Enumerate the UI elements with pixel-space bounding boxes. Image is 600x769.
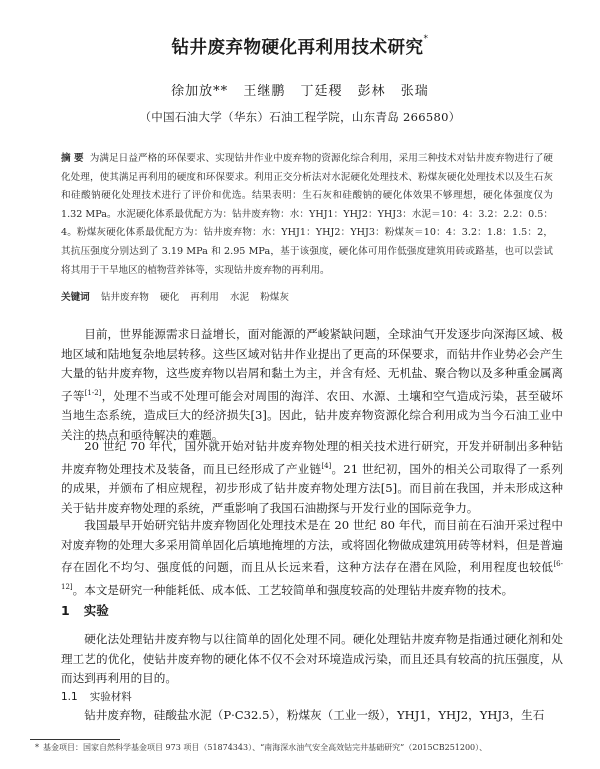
author: 丁廷稷 <box>300 84 343 99</box>
title-text: 钻井废弃物硬化再利用技术研究 <box>171 38 424 58</box>
paper-title <box>0 34 600 59</box>
author-list <box>0 80 600 99</box>
keyword: 钻井废弃物 <box>100 292 149 303</box>
subsection-number: 1.1 <box>61 691 78 703</box>
intro-paragraph-1 <box>61 325 563 445</box>
affiliation: （中国石油大学（华东）石油工程学院，山东青岛 266580） <box>139 110 461 124</box>
abstract-text: 为满足日益严格的环保要求、实现钻井作业中废弃物的资源化综合利用，采用三种技术对钻井废弃物进行了硬化处理，使其满足再利用的硬度和环保要求。利用正交分析法对水泥硬化处理技术、粉煤灰硬化处理技术以及生石灰和硅酸钠硬化处理技术进行了评价和优选。结果表明：生石灰和硅酸钠的硬化体效果不够理想，硬化体强度仅为 1.32 MPa。水泥硬化体系最优配方为：钻井废弃物：水：YHJ1：YHJ2：YHJ3：水泥＝10：4：3.2：2.2：0.5：4。粉煤灰硬化体系最优配方为：钻井废弃物：水：YHJ1：YHJ2：YHJ3：粉煤灰＝10：4：3.2：1.8：1.5：2，其抗压强度分别达到了 3.19 MPa 和 2.95 MPa，基于该强度，硬化体可用作低强度建筑用砖或路基，也可以尝试将其用于干旱地区的植物营养钵等，实现钻井废弃物的再利用。 <box>61 153 554 276</box>
keyword: 再利用 <box>190 292 219 303</box>
title-footnote-mark: * <box>423 34 429 44</box>
materials-paragraph: 钻井废弃物，硅酸盐水泥（P·C32.5），粉煤灰（工业一级），YHJ1，YHJ2，YHJ3，生石 <box>84 708 545 722</box>
abstract <box>61 150 553 280</box>
author: 徐加放** <box>171 84 229 99</box>
intro-paragraph-2 <box>61 437 563 518</box>
citation: [6-12] <box>61 560 563 591</box>
author: 张瑞 <box>400 84 429 99</box>
keywords <box>61 289 553 303</box>
intro-paragraph-3 <box>61 516 563 600</box>
paragraph-text: 。21 世纪初，国外的相关公司取得了一系列的成果，并颁布了相应规程，初步形成了钻井废弃物处理方法[5]。而目前在我国，并未形成这种关于钻井废弃物处理的系统，严重影响了我国石油勘探与开发行业的国际竞争力。 <box>61 461 563 515</box>
paragraph-text: 。本文是研究一种能耗低、成本低、工艺较简单和强度较高的处理钻井废弃物的技术。 <box>72 582 514 597</box>
footnote-text: 基金项目：国家自然科学基金项目 973 项目（51874343）、“南海深水油气安全高效钻完井基础研究”（2015CB251200）、 <box>43 743 488 752</box>
paragraph-text: 20 世纪 70 年代，国外就开始对钻井废弃物处理的相关技术进行研究，开发并研制出多种钻井废弃物处理技术及装备，而且已经形成了产业链 <box>61 439 563 476</box>
subsection-title: 实验材料 <box>89 691 132 703</box>
keyword: 水泥 <box>229 292 250 303</box>
author: 王继鹏 <box>243 84 286 99</box>
section-title: 实验 <box>83 603 109 618</box>
paragraph-text: ，处理不当或不处理可能会对周围的海洋、农田、水源、土壤和空气造成污染，甚至破坏当地生态系统，造成巨大的经济损失[3]。因此，钻井废弃物资源化综合利用成为当今石油工业中关注的热点和亟待解决的难题。 <box>61 388 563 442</box>
footnote <box>35 742 575 754</box>
section-number: 1 <box>61 603 70 618</box>
footnote-mark: * <box>35 743 39 752</box>
citation: [1-2] <box>84 388 102 397</box>
footnote-rule <box>30 739 120 740</box>
subsection-heading <box>61 689 132 704</box>
paragraph-text: 目前，世界能源需求日益增长，面对能源的严峻紧缺问题，全球油气开发逐步向深海区域、极地区域和陆地复杂地层转移。这些区域对钻井作业提出了更高的环保要求，而钻井作业势必会产生大量的钻井废弃物，这些废弃物以岩屑和黏土为主，并含有烃、无机盐、聚合物以及多种重金属离子等 <box>61 327 563 403</box>
paragraph-text: 我国最早开始研究钻井废弃物固化处理技术是在 20 世纪 80 年代，而目前在石油开采过程中对废弃物的处理大多采用简单固化后填地掩埋的方法，或将固化物做成建筑用砖等材料，但是普遍存在固化不均匀、强度低的问题，而且从长远来看，这种方法存在潜在风险，利用程度也较低 <box>61 518 563 575</box>
section-paragraph: 硬化法处理钻井废弃物与以往简单的固化处理不同。硬化处理钻井废弃物是指通过硬化剂和处理工艺的优化，使钻井废弃物的硬化体不仅不会对环境造成污染，而且还具有较高的抗压强度，从而达到再利用的目的。 <box>61 632 563 686</box>
abstract-label: 摘 要 <box>61 153 84 164</box>
author: 彭林 <box>357 84 386 99</box>
keywords-label: 关键词 <box>61 292 90 303</box>
keyword: 硬化 <box>159 292 180 303</box>
section-heading <box>61 601 109 619</box>
keyword: 粉煤灰 <box>260 292 289 303</box>
citation: [4] <box>321 461 332 470</box>
